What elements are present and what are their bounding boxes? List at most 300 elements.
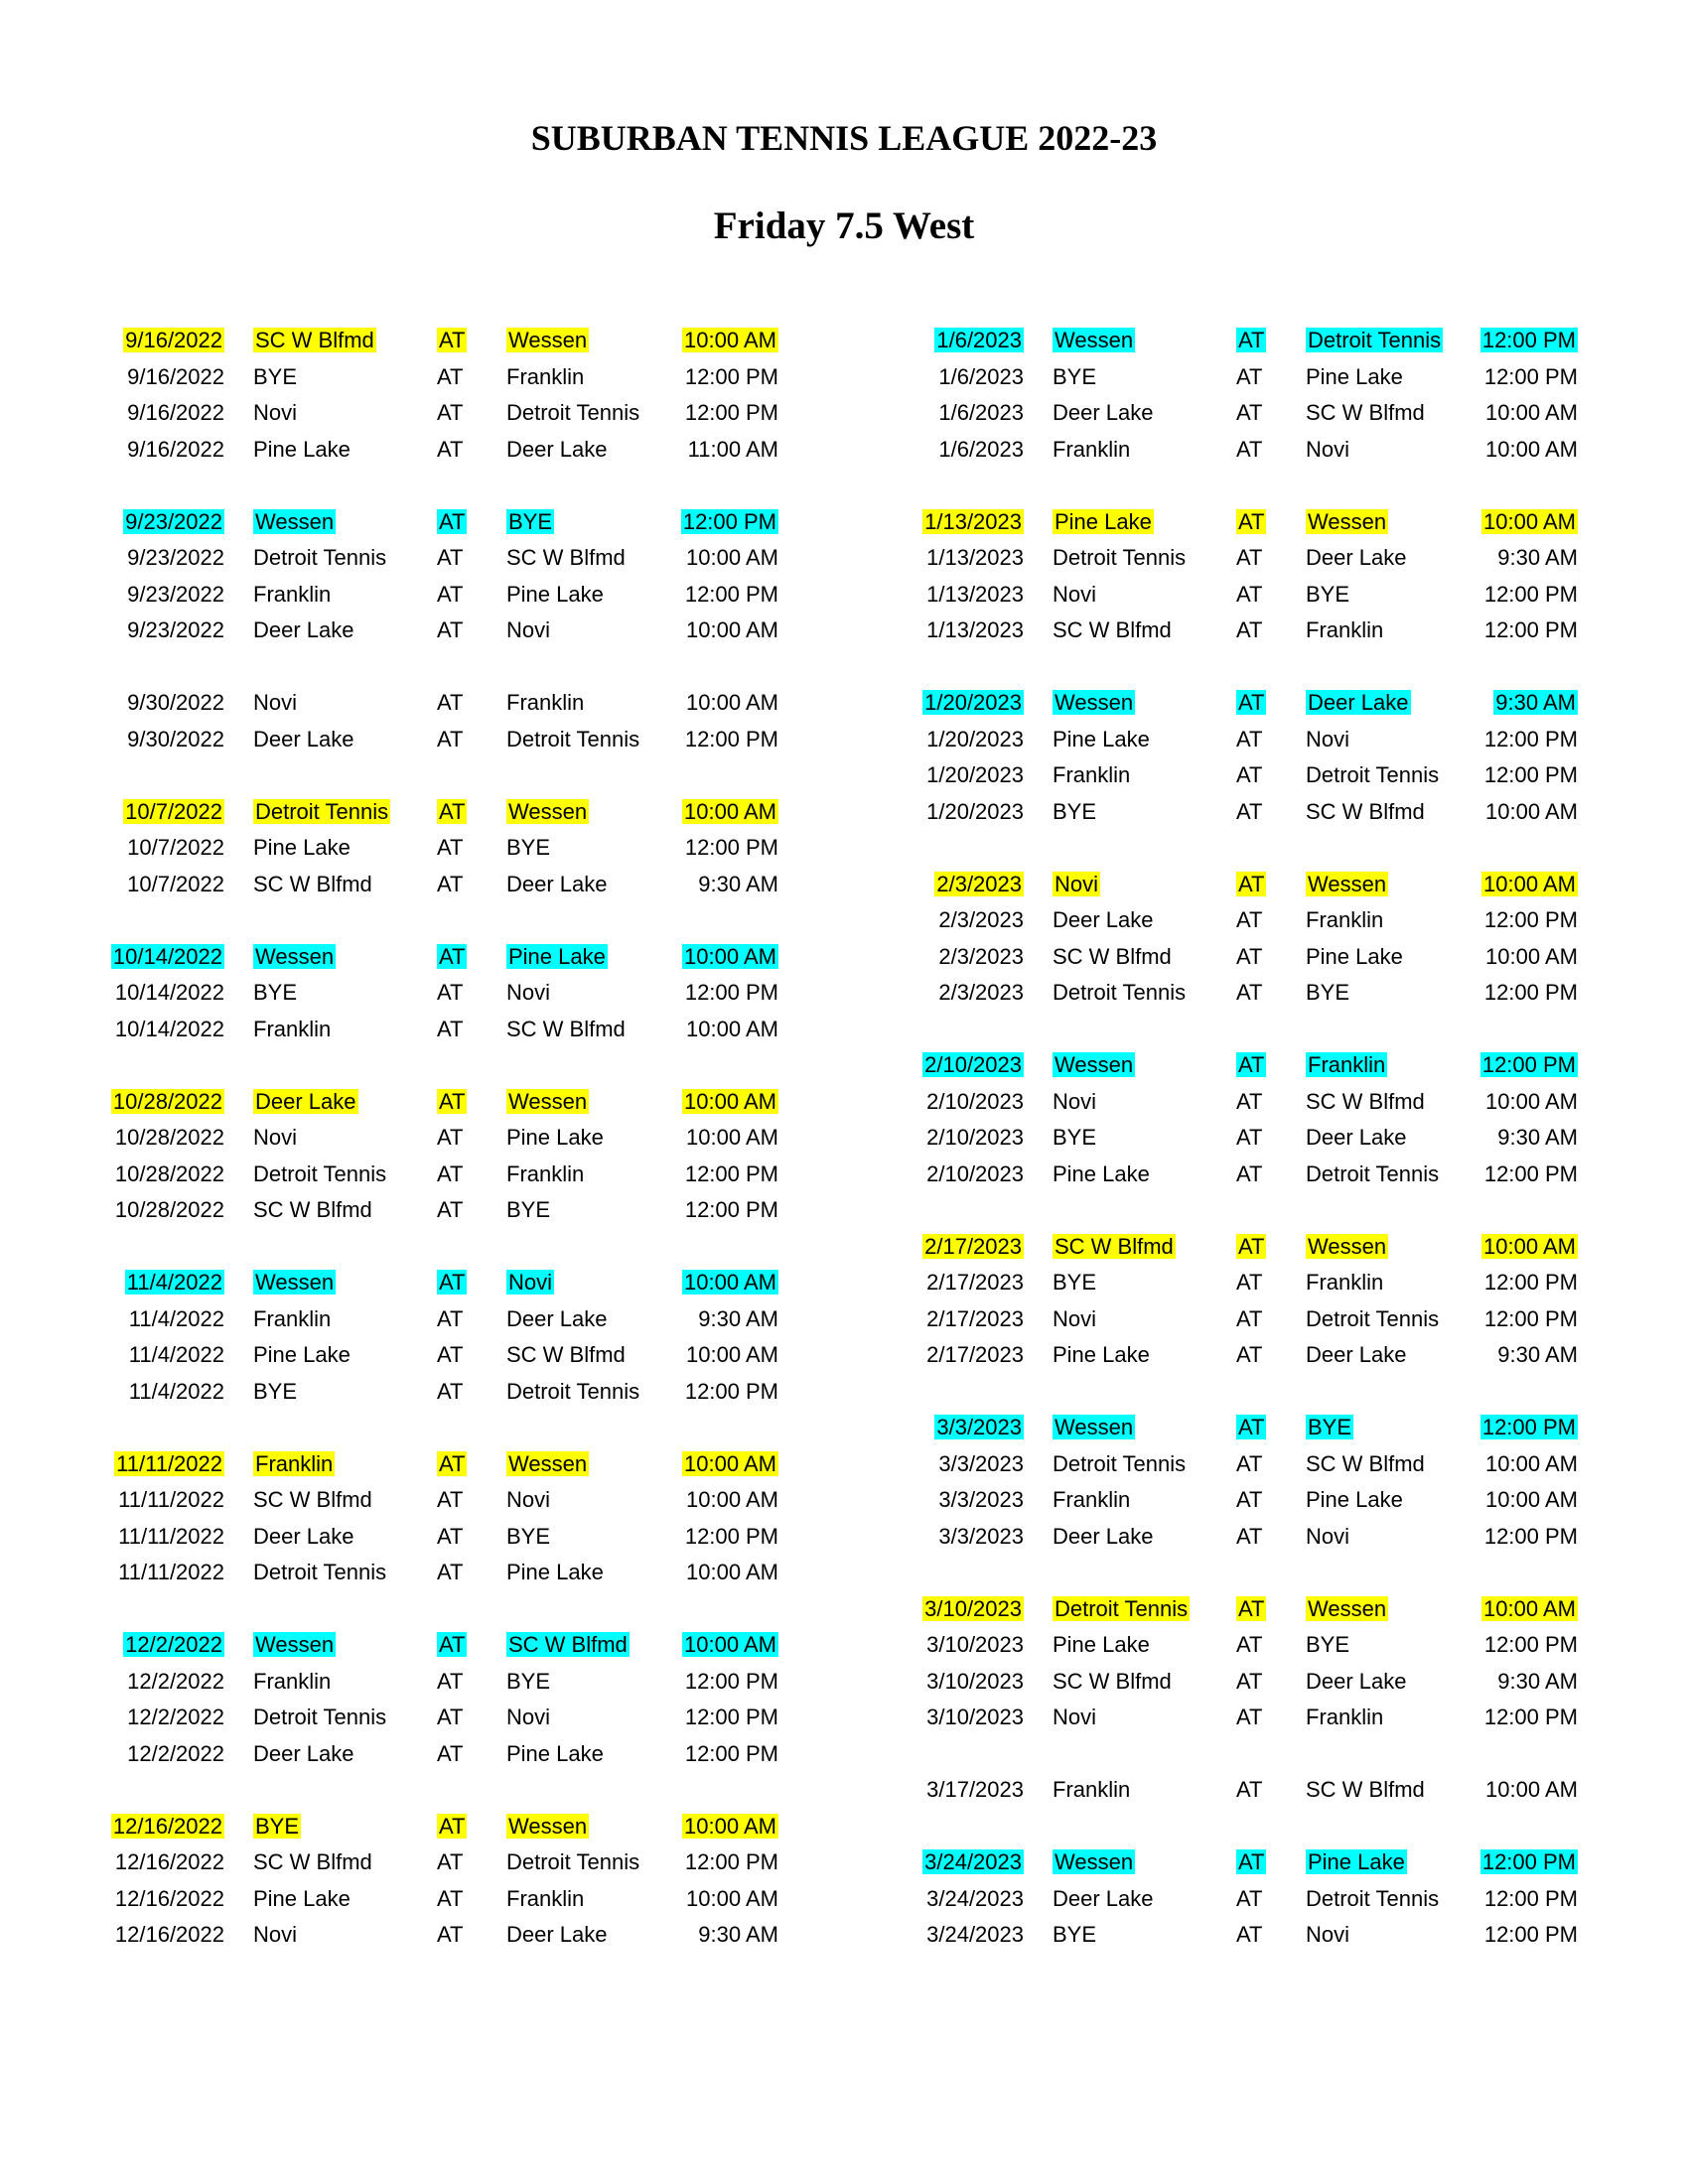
- away-team: Pine Lake: [506, 581, 604, 607]
- match-time: 12:00 PM: [684, 1740, 778, 1766]
- match-date: 12/2/2022: [127, 1668, 224, 1694]
- match-date: 2/3/2023: [938, 907, 1024, 932]
- match-week-block: [109, 1627, 864, 1772]
- match-row: [109, 613, 864, 649]
- match-date: 3/10/2023: [924, 1595, 1022, 1621]
- match-time: 10:00 AM: [686, 545, 778, 570]
- match-row: [109, 1881, 864, 1918]
- match-time: 12:00 PM: [1483, 617, 1578, 642]
- match-time: 12:00 PM: [684, 1197, 778, 1222]
- match-time: 12:00 PM: [684, 1378, 778, 1404]
- home-team: Detroit Tennis: [1053, 545, 1187, 570]
- match-date: 10/28/2022: [114, 1160, 224, 1186]
- match-date: 9/23/2022: [127, 617, 224, 642]
- match-row: [109, 1192, 864, 1229]
- match-time: 10:00 AM: [1485, 1450, 1578, 1476]
- match-week-block: [909, 685, 1663, 830]
- home-team: Novi: [1053, 581, 1097, 607]
- away-team: SC W Blfmd: [1306, 798, 1425, 824]
- match-time: 12:00 PM: [684, 835, 778, 860]
- match-time: 12:00 PM: [1483, 907, 1578, 932]
- match-date: 10/14/2022: [114, 1016, 224, 1041]
- home-team: SC W Blfmd: [1053, 943, 1172, 969]
- at-label: AT: [1236, 1885, 1263, 1911]
- match-time: 10:00 AM: [684, 1632, 776, 1657]
- match-row: [909, 1881, 1663, 1918]
- match-week-block: [909, 1772, 1663, 1809]
- home-team: SC W Blfmd: [253, 1197, 372, 1222]
- match-date: 10/14/2022: [112, 943, 222, 969]
- match-row: [109, 1374, 864, 1411]
- home-team: SC W Blfmd: [1053, 617, 1172, 642]
- match-row: [909, 613, 1663, 649]
- match-time: 10:00 AM: [684, 1270, 776, 1295]
- home-team: Pine Lake: [253, 436, 351, 462]
- match-date: 9/30/2022: [127, 726, 224, 751]
- at-label: AT: [1236, 436, 1263, 462]
- at-label: AT: [1236, 1160, 1263, 1186]
- match-time: 9:30 AM: [1495, 690, 1576, 715]
- home-team: Wessen: [1055, 690, 1134, 715]
- match-time: 10:00 AM: [1485, 943, 1578, 969]
- match-time: 12:00 PM: [1483, 1270, 1578, 1295]
- match-row: [909, 540, 1663, 577]
- match-date: 9/16/2022: [125, 328, 222, 352]
- at-label: AT: [1236, 762, 1263, 787]
- at-label: AT: [437, 436, 464, 462]
- match-time: 12:00 PM: [684, 1668, 778, 1694]
- match-row: [909, 1084, 1663, 1121]
- match-row: [109, 432, 864, 469]
- match-time: 9:30 AM: [1497, 1125, 1578, 1150]
- at-label: AT: [439, 508, 466, 534]
- away-team: SC W Blfmd: [508, 1632, 628, 1657]
- match-row: [909, 1337, 1663, 1374]
- home-team: Deer Lake: [1053, 1523, 1154, 1549]
- home-team: Novi: [1053, 1088, 1097, 1114]
- home-team: Novi: [253, 690, 298, 715]
- at-label: AT: [437, 1885, 464, 1911]
- match-time: 10:00 AM: [1483, 508, 1576, 534]
- home-team: Deer Lake: [1053, 907, 1154, 932]
- match-time: 10:00 AM: [686, 1016, 778, 1041]
- match-date: 9/23/2022: [125, 508, 222, 534]
- match-time: 12:00 PM: [1483, 581, 1578, 607]
- match-time: 12:00 PM: [1483, 1305, 1578, 1331]
- home-team: Detroit Tennis: [1053, 1450, 1187, 1476]
- match-week-block: [109, 1446, 864, 1591]
- away-team: Pine Lake: [506, 1125, 604, 1150]
- match-time: 10:00 AM: [686, 1487, 778, 1512]
- at-label: AT: [1236, 617, 1263, 642]
- match-row-highlighted: [109, 794, 864, 831]
- home-team: Detroit Tennis: [253, 1560, 387, 1584]
- at-label: AT: [439, 1270, 466, 1295]
- match-row: [909, 722, 1663, 758]
- at-label: AT: [1238, 1595, 1265, 1621]
- away-team: Detroit Tennis: [1306, 1305, 1440, 1331]
- home-team: Deer Lake: [253, 617, 354, 642]
- match-time: 10:00 AM: [1485, 798, 1578, 824]
- home-team: Wessen: [1055, 328, 1134, 352]
- match-time: 12:00 PM: [1483, 1922, 1578, 1947]
- match-row: [109, 975, 864, 1012]
- match-time: 10:00 AM: [686, 690, 778, 715]
- match-date: 2/17/2023: [926, 1305, 1024, 1331]
- at-label: AT: [439, 798, 466, 824]
- at-label: AT: [1236, 363, 1263, 389]
- home-team: Pine Lake: [1053, 1342, 1150, 1367]
- at-label: AT: [1236, 1270, 1263, 1295]
- away-team: Detroit Tennis: [1306, 1885, 1440, 1911]
- at-label: AT: [437, 1160, 464, 1186]
- away-team: SC W Blfmd: [1306, 400, 1425, 425]
- match-time: 10:00 AM: [686, 1342, 778, 1367]
- match-row: [109, 395, 864, 432]
- away-team: BYE: [506, 1523, 551, 1549]
- away-team: Novi: [506, 1705, 551, 1729]
- match-row: [909, 902, 1663, 939]
- at-label: AT: [437, 726, 464, 751]
- match-row: [109, 577, 864, 614]
- match-row: [109, 1337, 864, 1374]
- away-team: Franklin: [506, 690, 585, 715]
- match-time: 10:00 AM: [686, 617, 778, 642]
- at-label: AT: [1236, 726, 1263, 751]
- away-team: Pine Lake: [1306, 1487, 1403, 1512]
- at-label: AT: [1238, 871, 1265, 896]
- home-team: Novi: [253, 400, 298, 425]
- match-week-block: [909, 1591, 1663, 1736]
- match-time: 10:00 AM: [1485, 1777, 1578, 1802]
- home-team: BYE: [1053, 798, 1097, 824]
- match-row: [909, 432, 1663, 469]
- match-time: 10:00 AM: [1483, 1595, 1576, 1621]
- away-team: Deer Lake: [506, 436, 608, 462]
- home-team: Franklin: [253, 1668, 332, 1694]
- away-team: Detroit Tennis: [506, 726, 640, 751]
- at-label: AT: [1236, 400, 1263, 425]
- match-row: [909, 577, 1663, 614]
- match-date: 10/28/2022: [114, 1197, 224, 1222]
- match-row: [109, 1917, 864, 1954]
- home-team: Franklin: [253, 581, 332, 607]
- at-label: AT: [1238, 690, 1265, 715]
- home-team: Franklin: [1053, 762, 1131, 787]
- at-label: AT: [437, 1125, 464, 1150]
- match-time: 12:00 PM: [684, 363, 778, 389]
- home-team: Detroit Tennis: [253, 1705, 387, 1729]
- home-team: Franklin: [1053, 1487, 1131, 1512]
- match-date: 12/2/2022: [125, 1632, 222, 1657]
- match-date: 11/11/2022: [118, 1523, 224, 1549]
- away-team: SC W Blfmd: [1306, 1088, 1425, 1114]
- match-time: 12:00 PM: [684, 1705, 778, 1729]
- away-team: Wessen: [508, 1813, 588, 1839]
- match-row: [909, 1627, 1663, 1664]
- match-row-highlighted: [909, 504, 1663, 541]
- at-label: AT: [437, 690, 464, 715]
- match-date: 1/6/2023: [938, 363, 1024, 389]
- match-time: 12:00 PM: [1483, 1160, 1578, 1186]
- at-label: AT: [437, 1342, 464, 1367]
- match-date: 9/16/2022: [127, 436, 224, 462]
- match-date: 2/10/2023: [926, 1160, 1024, 1186]
- match-row: [909, 975, 1663, 1012]
- match-row: [909, 359, 1663, 396]
- at-label: AT: [437, 1922, 464, 1947]
- away-team: BYE: [1306, 980, 1350, 1005]
- match-time: 12:00 PM: [1483, 363, 1578, 389]
- away-team: Detroit Tennis: [1306, 1160, 1440, 1186]
- match-row-highlighted: [109, 504, 864, 541]
- at-label: AT: [439, 943, 466, 969]
- match-row: [909, 794, 1663, 831]
- match-week-block: [109, 794, 864, 903]
- away-team: Franklin: [1306, 1270, 1384, 1295]
- match-date: 2/10/2023: [924, 1052, 1022, 1077]
- match-date: 9/16/2022: [127, 400, 224, 425]
- match-date: 3/3/2023: [938, 1450, 1024, 1476]
- match-row: [109, 867, 864, 903]
- match-time: 10:00 AM: [684, 1088, 776, 1114]
- away-team: Wessen: [1308, 508, 1387, 534]
- match-date: 11/11/2022: [116, 1450, 222, 1476]
- match-row: [909, 757, 1663, 794]
- away-team: Wessen: [508, 328, 588, 352]
- away-team: Pine Lake: [506, 1560, 604, 1584]
- match-date: 10/7/2022: [127, 835, 224, 860]
- match-date: 3/24/2023: [926, 1885, 1024, 1911]
- match-date: 9/23/2022: [127, 581, 224, 607]
- match-row: [109, 1120, 864, 1157]
- match-row: [109, 1157, 864, 1193]
- away-team: Wessen: [1308, 1233, 1387, 1259]
- at-label: AT: [439, 1088, 466, 1114]
- away-team: Pine Lake: [508, 943, 606, 969]
- match-time: 12:00 PM: [684, 1160, 778, 1186]
- away-team: Franklin: [506, 1160, 585, 1186]
- match-time: 12:00 PM: [1483, 1632, 1578, 1657]
- away-team: Novi: [1306, 436, 1350, 462]
- away-team: Deer Lake: [506, 1922, 608, 1947]
- home-team: BYE: [1053, 1270, 1097, 1295]
- away-team: BYE: [506, 1197, 551, 1222]
- away-team: SC W Blfmd: [506, 545, 626, 570]
- at-label: AT: [437, 871, 464, 896]
- match-time: 12:00 PM: [684, 980, 778, 1005]
- schedule-column-left: [109, 323, 864, 1989]
- match-row: [109, 1482, 864, 1519]
- at-label: AT: [1236, 1487, 1263, 1512]
- away-team: Detroit Tennis: [1306, 762, 1440, 787]
- match-row: [909, 1120, 1663, 1157]
- match-time: 10:00 AM: [684, 328, 776, 352]
- at-label: AT: [437, 1740, 464, 1766]
- match-row-highlighted: [109, 1084, 864, 1121]
- away-team: Deer Lake: [1306, 1668, 1407, 1694]
- home-team: BYE: [253, 1378, 298, 1404]
- match-time: 10:00 AM: [684, 1813, 776, 1839]
- match-date: 10/28/2022: [114, 1125, 224, 1150]
- home-team: Detroit Tennis: [255, 798, 389, 824]
- away-team: SC W Blfmd: [506, 1342, 626, 1367]
- match-row: [109, 722, 864, 758]
- match-time: 9:30 AM: [1497, 545, 1578, 570]
- match-week-block: [109, 1084, 864, 1229]
- at-label: AT: [437, 1378, 464, 1404]
- away-team: Pine Lake: [1306, 943, 1403, 969]
- match-row: [109, 1519, 864, 1556]
- match-time: 9:30 AM: [1497, 1342, 1578, 1367]
- away-team: Wessen: [508, 1088, 588, 1114]
- match-date: 1/20/2023: [926, 798, 1024, 824]
- away-team: Wessen: [508, 1450, 588, 1476]
- match-week-block: [109, 504, 864, 649]
- at-label: AT: [437, 1016, 464, 1041]
- at-label: AT: [437, 363, 464, 389]
- match-date: 12/16/2022: [114, 1922, 224, 1947]
- home-team: Wessen: [1055, 1415, 1134, 1439]
- away-team: Detroit Tennis: [506, 1849, 640, 1874]
- match-date: 11/4/2022: [128, 1378, 224, 1404]
- away-team: BYE: [506, 835, 551, 860]
- at-label: AT: [437, 581, 464, 607]
- at-label: AT: [1238, 1233, 1265, 1259]
- at-label: AT: [437, 400, 464, 425]
- match-time: 10:00 AM: [686, 1125, 778, 1150]
- match-week-block: [909, 867, 1663, 1012]
- match-date: 3/3/2023: [936, 1415, 1022, 1439]
- home-team: Deer Lake: [1053, 400, 1154, 425]
- match-row: [109, 1664, 864, 1701]
- at-label: AT: [437, 1668, 464, 1694]
- home-team: Novi: [1055, 871, 1099, 896]
- home-team: Franklin: [255, 1450, 334, 1476]
- match-week-block: [909, 1047, 1663, 1192]
- match-row: [909, 1482, 1663, 1519]
- at-label: AT: [437, 1305, 464, 1331]
- match-date: 3/10/2023: [926, 1632, 1024, 1657]
- at-label: AT: [437, 835, 464, 860]
- match-time: 12:00 PM: [1481, 1849, 1576, 1874]
- at-label: AT: [1236, 1305, 1263, 1331]
- match-time: 12:00 PM: [684, 581, 778, 607]
- match-date: 9/16/2022: [127, 363, 224, 389]
- match-row-highlighted: [109, 1809, 864, 1845]
- home-team: Wessen: [1055, 1052, 1134, 1077]
- at-label: AT: [1238, 1415, 1265, 1439]
- match-date: 11/4/2022: [126, 1270, 222, 1295]
- match-row-highlighted: [909, 867, 1663, 903]
- match-week-block: [109, 1809, 864, 1954]
- away-team: Deer Lake: [1308, 690, 1409, 715]
- at-label: AT: [1236, 545, 1263, 570]
- home-team: SC W Blfmd: [1055, 1233, 1174, 1259]
- match-time: 12:00 PM: [1483, 726, 1578, 751]
- home-team: Deer Lake: [253, 1740, 354, 1766]
- home-team: Franklin: [1053, 1777, 1131, 1802]
- match-time: 12:00 PM: [1483, 1885, 1578, 1911]
- at-label: AT: [437, 1487, 464, 1512]
- match-date: 1/13/2023: [926, 545, 1024, 570]
- match-date: 1/6/2023: [938, 400, 1024, 425]
- match-date: 2/17/2023: [926, 1342, 1024, 1367]
- away-team: Franklin: [1306, 907, 1384, 932]
- match-time: 12:00 PM: [682, 508, 776, 534]
- match-date: 1/13/2023: [926, 617, 1024, 642]
- away-team: Wessen: [1308, 1595, 1387, 1621]
- at-label: AT: [439, 1632, 466, 1657]
- match-time: 12:00 PM: [1483, 1523, 1578, 1549]
- home-team: Wessen: [255, 508, 335, 534]
- schedule-column-right: [909, 323, 1663, 1989]
- home-team: Pine Lake: [1055, 508, 1152, 534]
- match-time: 12:00 PM: [1483, 762, 1578, 787]
- match-time: 9:30 AM: [698, 871, 778, 896]
- at-label: AT: [1238, 1849, 1265, 1874]
- match-row: [109, 540, 864, 577]
- at-label: AT: [1236, 1922, 1263, 1947]
- match-date: 3/3/2023: [938, 1523, 1024, 1549]
- away-team: Deer Lake: [1306, 1342, 1407, 1367]
- match-row: [109, 1844, 864, 1881]
- match-row-highlighted: [909, 1410, 1663, 1446]
- match-date: 12/16/2022: [114, 1849, 224, 1874]
- match-time: 12:00 PM: [1481, 1415, 1576, 1439]
- match-row-highlighted: [109, 1627, 864, 1664]
- match-time: 10:00 AM: [1483, 871, 1576, 896]
- match-date: 2/3/2023: [936, 871, 1022, 896]
- match-row: [109, 1700, 864, 1736]
- match-time: 9:30 AM: [1497, 1668, 1578, 1694]
- match-row: [909, 1700, 1663, 1736]
- home-team: SC W Blfmd: [1053, 1668, 1172, 1694]
- at-label: AT: [1236, 943, 1263, 969]
- match-row-highlighted: [909, 1047, 1663, 1084]
- home-team: Novi: [253, 1125, 298, 1150]
- away-team: BYE: [1306, 1632, 1350, 1657]
- home-team: Wessen: [255, 943, 335, 969]
- at-label: AT: [1238, 508, 1265, 534]
- match-row-highlighted: [909, 1229, 1663, 1266]
- home-team: Franklin: [1053, 436, 1131, 462]
- match-date: 12/2/2022: [127, 1705, 224, 1729]
- away-team: Wessen: [1308, 871, 1387, 896]
- at-label: AT: [437, 1523, 464, 1549]
- home-team: SC W Blfmd: [253, 1487, 372, 1512]
- home-team: SC W Blfmd: [255, 328, 374, 352]
- match-row: [909, 1664, 1663, 1701]
- match-date: 9/30/2022: [127, 690, 224, 715]
- match-time: 12:00 PM: [1483, 1705, 1578, 1729]
- match-row: [909, 1519, 1663, 1556]
- at-label: AT: [437, 617, 464, 642]
- match-time: 12:00 PM: [684, 726, 778, 751]
- match-row: [109, 1012, 864, 1048]
- home-team: Wessen: [255, 1270, 335, 1295]
- match-row-highlighted: [909, 685, 1663, 722]
- away-team: Pine Lake: [1308, 1849, 1405, 1874]
- at-label: AT: [1236, 980, 1263, 1005]
- match-date: 12/2/2022: [127, 1740, 224, 1766]
- away-team: Franklin: [1308, 1052, 1386, 1077]
- home-team: Deer Lake: [253, 1523, 354, 1549]
- match-row: [909, 395, 1663, 432]
- away-team: BYE: [1308, 1415, 1352, 1439]
- away-team: Pine Lake: [506, 1740, 604, 1766]
- match-row: [909, 1917, 1663, 1954]
